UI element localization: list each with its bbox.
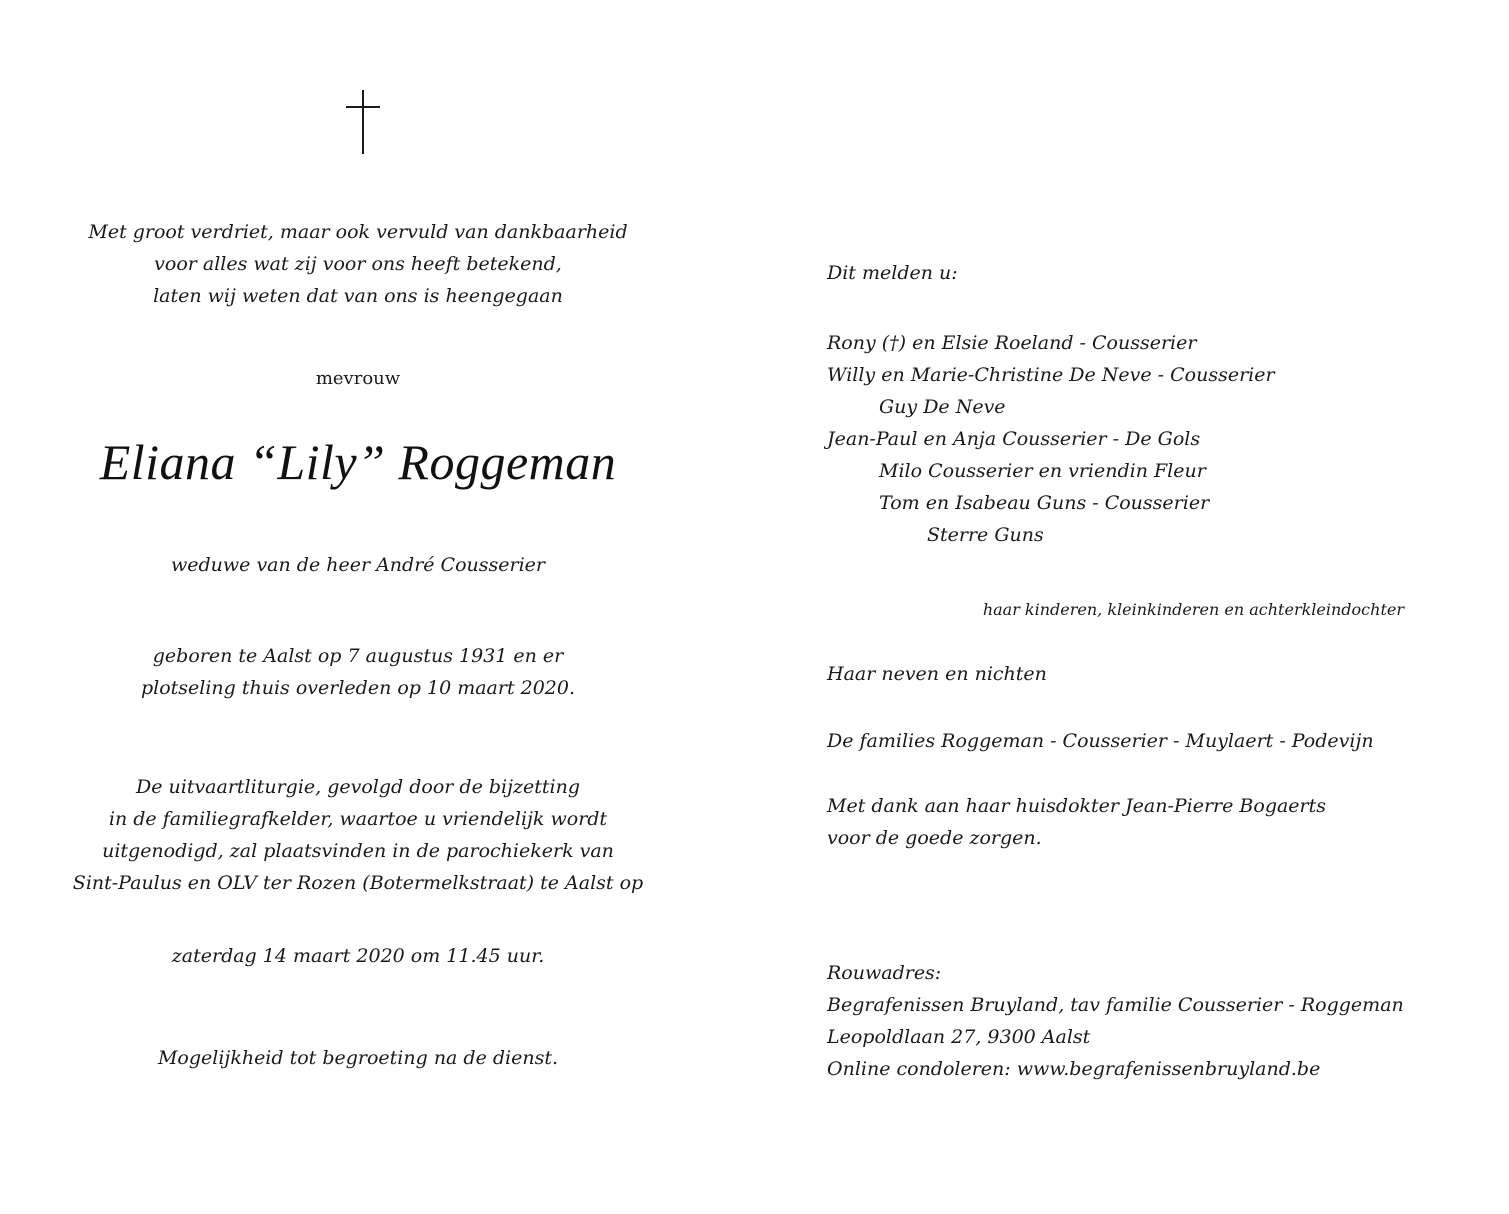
thanks-line: voor de goede zorgen. <box>827 827 1042 849</box>
life-line: plotseling thuis overleden op 10 maart 2020. <box>140 677 576 699</box>
funeral-line: in de familiegrafkelder, waartoe u vriendelijk wordt <box>108 808 608 830</box>
families-line: De families Roggeman - Cousserier - Muylaert - Podevijn <box>827 730 1374 752</box>
address-line: Rouwadres: <box>827 962 942 984</box>
funeral-line: uitgenodigd, zal plaatsvinden in de parochiekerk van <box>102 840 614 862</box>
family-list <box>827 327 1275 551</box>
intro-line: voor alles wat zij voor ons heeft betekend, <box>154 253 562 275</box>
cross-icon <box>346 90 380 154</box>
funeral-line: De uitvaartliturgie, gevolgd door de bijzetting <box>135 776 580 798</box>
deceased-name: Eliana “Lily” Roggeman <box>99 434 617 490</box>
right-panel <box>827 0 1467 1214</box>
announce-line: Dit melden u: <box>827 262 958 284</box>
thanks-text <box>827 790 1326 854</box>
family-member: Milo Cousserier en vriendin Fleur <box>879 460 1206 482</box>
relation-line: haar kinderen, kleinkinderen en achterkleindochter <box>982 600 1404 619</box>
thanks-line: Met dank aan haar huisdokter Jean-Pierre Bogaerts <box>827 795 1327 817</box>
family-member: Tom en Isabeau Guns - Cousserier <box>879 492 1210 514</box>
address-block <box>827 957 1404 1085</box>
birth-death-text <box>0 640 716 704</box>
greeting-note: Mogelijkheid tot begroeting na de dienst. <box>157 1047 559 1069</box>
widow-line: weduwe van de heer André Cousserier <box>170 554 546 576</box>
family-member: Willy en Marie-Christine De Neve - Cousserier <box>827 364 1275 386</box>
funeral-text <box>0 771 716 899</box>
funeral-line: Sint-Paulus en OLV ter Rozen (Botermelkstraat) te Aalst op <box>72 872 644 894</box>
family-member: Rony (†) en Elsie Roeland - Cousserier <box>827 332 1197 354</box>
intro-line: laten wij weten dat van ons is heengegaan <box>153 285 563 307</box>
left-panel <box>0 0 716 1214</box>
funeral-date: zaterdag 14 maart 2020 om 11.45 uur. <box>171 945 545 967</box>
address-line: Begrafenissen Bruyland, tav familie Cousserier - Roggeman <box>827 994 1404 1016</box>
family-member: Sterre Guns <box>927 524 1044 546</box>
address-line: Leopoldlaan 27, 9300 Aalst <box>827 1026 1091 1048</box>
intro-text <box>0 216 716 312</box>
family-member: Jean-Paul en Anja Cousserier - De Gols <box>827 428 1201 450</box>
cousins-line: Haar neven en nichten <box>827 663 1047 685</box>
intro-line: Met groot verdriet, maar ook vervuld van dankbaarheid <box>88 221 628 243</box>
honorific: mevrouw <box>315 368 401 389</box>
family-member: Guy De Neve <box>879 396 1006 418</box>
life-line: geboren te Aalst op 7 augustus 1931 en er <box>152 645 564 667</box>
address-line: Online condoleren: www.begrafenissenbruyland.be <box>827 1058 1321 1080</box>
